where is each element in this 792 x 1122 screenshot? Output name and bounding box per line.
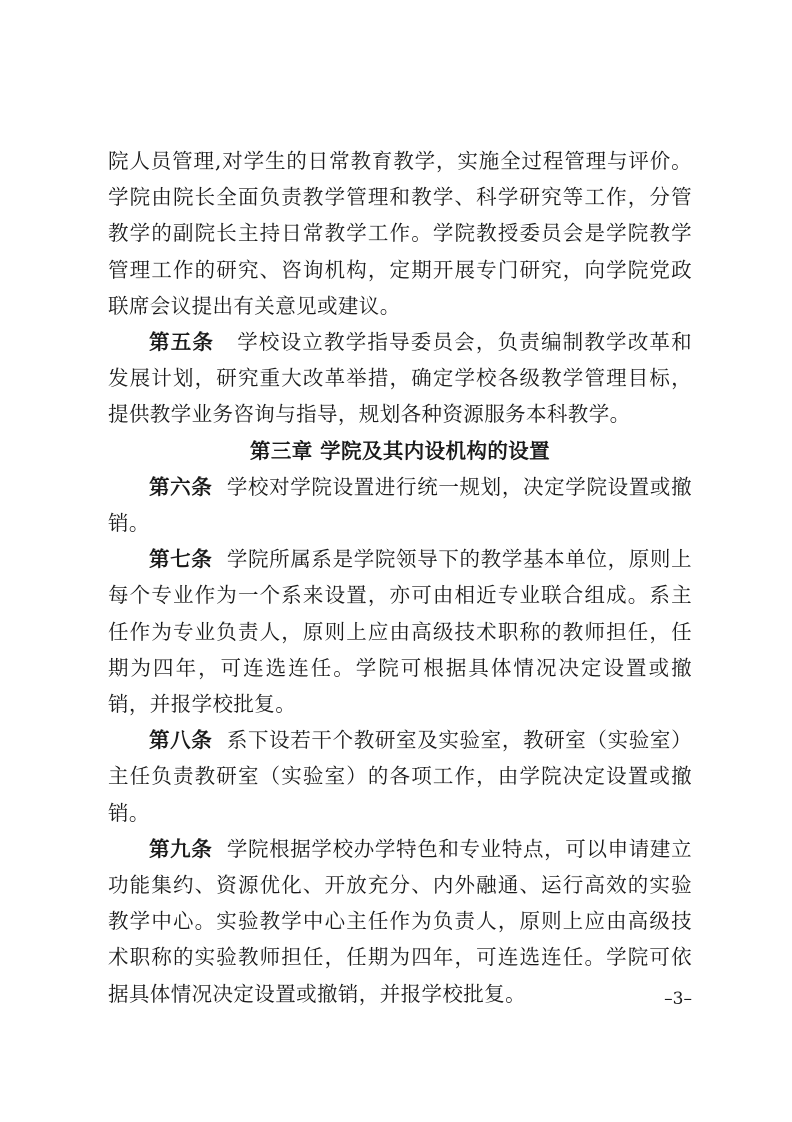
document-body	[108, 143, 692, 1012]
article-text: 系下设若干个教研室及实验室，教研室（实验室）主任负责教研室（实验室）的各项工作，由学院决定设置或撤销。	[108, 728, 692, 825]
article-label: 第九条	[149, 836, 213, 861]
article-label: 第八条	[149, 728, 213, 753]
article-text: 学校对学院设置进行统一规划，决定学院设置或撤销。	[108, 474, 692, 536]
article-text: 学院根据学校办学特色和专业特点，可以申请建立功能集约、资源优化、开放充分、内外融通、运行高效的实验教学中心。实验教学中心主任作为负责人，原则上应由高级技术职称的实验教师担任，任期为四年，可连选连任。学院可依据具体情况决定设置或撤销，并报学校批复。	[108, 836, 692, 1006]
article-7	[108, 541, 692, 722]
article-text: 学校设立教学指导委员会，负责编制教学改革和发展计划，研究重大改革举措，确定学校各级教学管理目标，提供教学业务咨询与指导，规划各种资源服务本科教学。	[108, 330, 693, 427]
article-label: 第五条	[149, 330, 215, 355]
intro-paragraph: 院人员管理,对学生的日常教育教学，实施全过程管理与评价。学院由院长全面负责教学管理和教学、科学研究等工作，分管教学的副院长主持日常教学工作。学院教授委员会是学院教学管理工作的研究、咨询机构，定期开展专门研究，向学院党政联席会议提出有关意见或建议。	[108, 149, 692, 318]
article-8	[108, 722, 692, 831]
article-6	[108, 469, 692, 541]
chapter-heading: 第三章 学院及其内设机构的设置	[249, 438, 551, 463]
article-5	[108, 324, 692, 433]
article-label: 第六条	[149, 474, 213, 499]
page-number: –3–	[664, 989, 692, 1009]
article-text: 学院所属系是学院领导下的教学基本单位，原则上每个专业作为一个系来设置，亦可由相近专业联合组成。系主任作为专业负责人，原则上应由高级技术职称的教师担任，任期为四年，可连选连任。学院可根据具体情况决定设置或撤销，并报学校批复。	[108, 547, 692, 717]
article-label: 第七条	[149, 547, 213, 572]
article-9	[108, 831, 692, 1012]
